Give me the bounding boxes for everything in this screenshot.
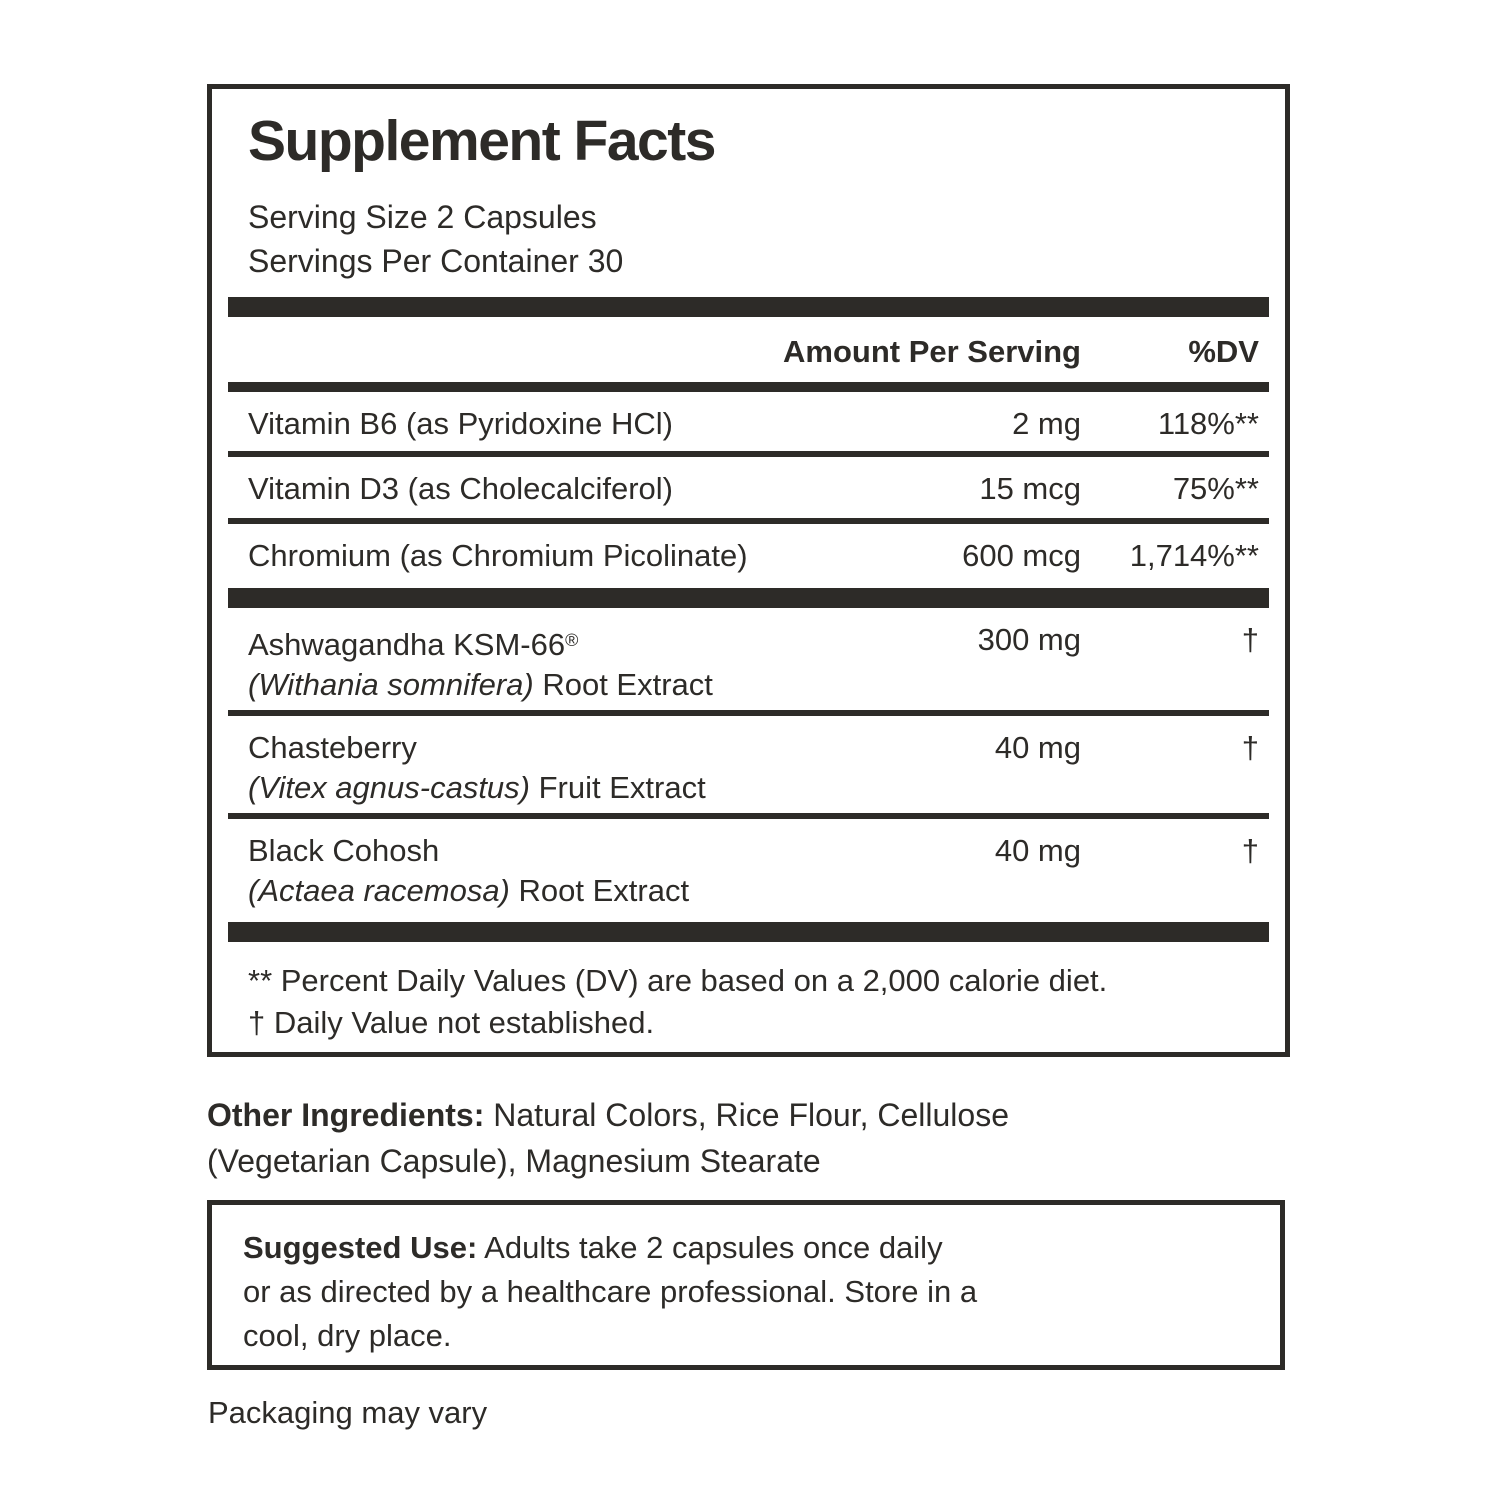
section-bar	[228, 922, 1269, 942]
panel-title: Supplement Facts	[248, 109, 715, 173]
other-ingredients-label: Other Ingredients:	[207, 1097, 485, 1133]
other-ingredients-line1: Other Ingredients: Natural Colors, Rice Flour, Cellulose	[207, 1097, 1009, 1133]
servings-per-container: Servings Per Container 30	[248, 243, 624, 279]
ingredient-name-line1: Ashwagandha KSM-66®	[248, 626, 579, 662]
supplement-facts-panel	[207, 84, 1290, 1057]
table-header-row	[228, 317, 1269, 382]
ingredient-name-line1: Chasteberry	[248, 730, 417, 765]
ingredient-name-line2: (Withania somnifera) Root Extract	[248, 666, 713, 702]
table-row-chasteberry	[228, 716, 1269, 813]
ingredient-amount: 40 mg	[994, 730, 1081, 765]
ingredient-dv: †	[1241, 730, 1259, 765]
ingredient-name: Chromium (as Chromium Picolinate)	[248, 538, 748, 573]
ingredient-name: Vitamin D3 (as Cholecalciferol)	[248, 471, 673, 506]
registered-trademark: ®	[565, 630, 579, 650]
serving-size: Serving Size 2 Capsules	[248, 199, 597, 235]
table-row-chromium	[228, 524, 1269, 588]
ingredient-name-line2: (Vitex agnus-castus) Fruit Extract	[248, 770, 706, 805]
ingredient-name-line1: Black Cohosh	[248, 833, 440, 868]
ingredient-name	[248, 728, 741, 808]
ingredient-name: Vitamin B6 (as Pyridoxine HCl)	[248, 406, 673, 441]
suggested-use-line2: or as directed by a healthcare professional. Store in a	[243, 1274, 978, 1309]
suggested-use-box	[207, 1200, 1285, 1370]
footnote-dv: ** Percent Daily Values (DV) are based on a 2,000 calorie diet.	[248, 963, 1108, 998]
suggested-use-label: Suggested Use:	[243, 1230, 478, 1265]
ingredient-name-line2: (Actaea racemosa) Root Extract	[248, 873, 690, 908]
ingredient-name	[248, 620, 741, 705]
ingredient-dv: 118%**	[1157, 406, 1259, 441]
ingredient-amount: 15 mcg	[979, 471, 1081, 506]
other-ingredients-line2: (Vegetarian Capsule), Magnesium Stearate	[207, 1143, 821, 1179]
table-row-ashwagandha	[228, 608, 1269, 710]
ingredient-dv: †	[1241, 622, 1259, 657]
ingredient-amount: 300 mg	[977, 622, 1081, 657]
ingredient-dv: †	[1241, 833, 1259, 868]
ingredient-dv: 1,714%**	[1129, 538, 1259, 573]
ingredient-amount: 600 mcg	[962, 538, 1081, 573]
suggested-use-line3: cool, dry place.	[243, 1318, 452, 1353]
ingredient-amount: 2 mg	[1012, 406, 1081, 441]
divider	[228, 382, 1269, 392]
ingredient-amount: 40 mg	[994, 833, 1081, 868]
footnote-dagger: † Daily Value not established.	[248, 1005, 655, 1040]
suggested-use-line1: Suggested Use: Adults take 2 capsules once daily	[243, 1230, 943, 1265]
footnotes	[228, 942, 1269, 1044]
header-amount-per-serving: Amount Per Serving	[783, 334, 1081, 369]
section-bar	[228, 588, 1269, 608]
table-row-vitamin-b6	[228, 392, 1269, 451]
section-bar	[228, 297, 1269, 317]
table-row-vitamin-d3	[228, 457, 1269, 518]
packaging-note: Packaging may vary	[208, 1395, 488, 1430]
table-row-black-cohosh	[228, 819, 1269, 922]
ingredient-dv: 75%**	[1172, 471, 1259, 506]
ingredient-name	[248, 831, 741, 911]
header-percent-dv: %DV	[1188, 334, 1259, 369]
supplement-facts-content	[228, 111, 1269, 1044]
other-ingredients	[207, 1092, 1292, 1184]
serving-info	[248, 195, 1269, 283]
